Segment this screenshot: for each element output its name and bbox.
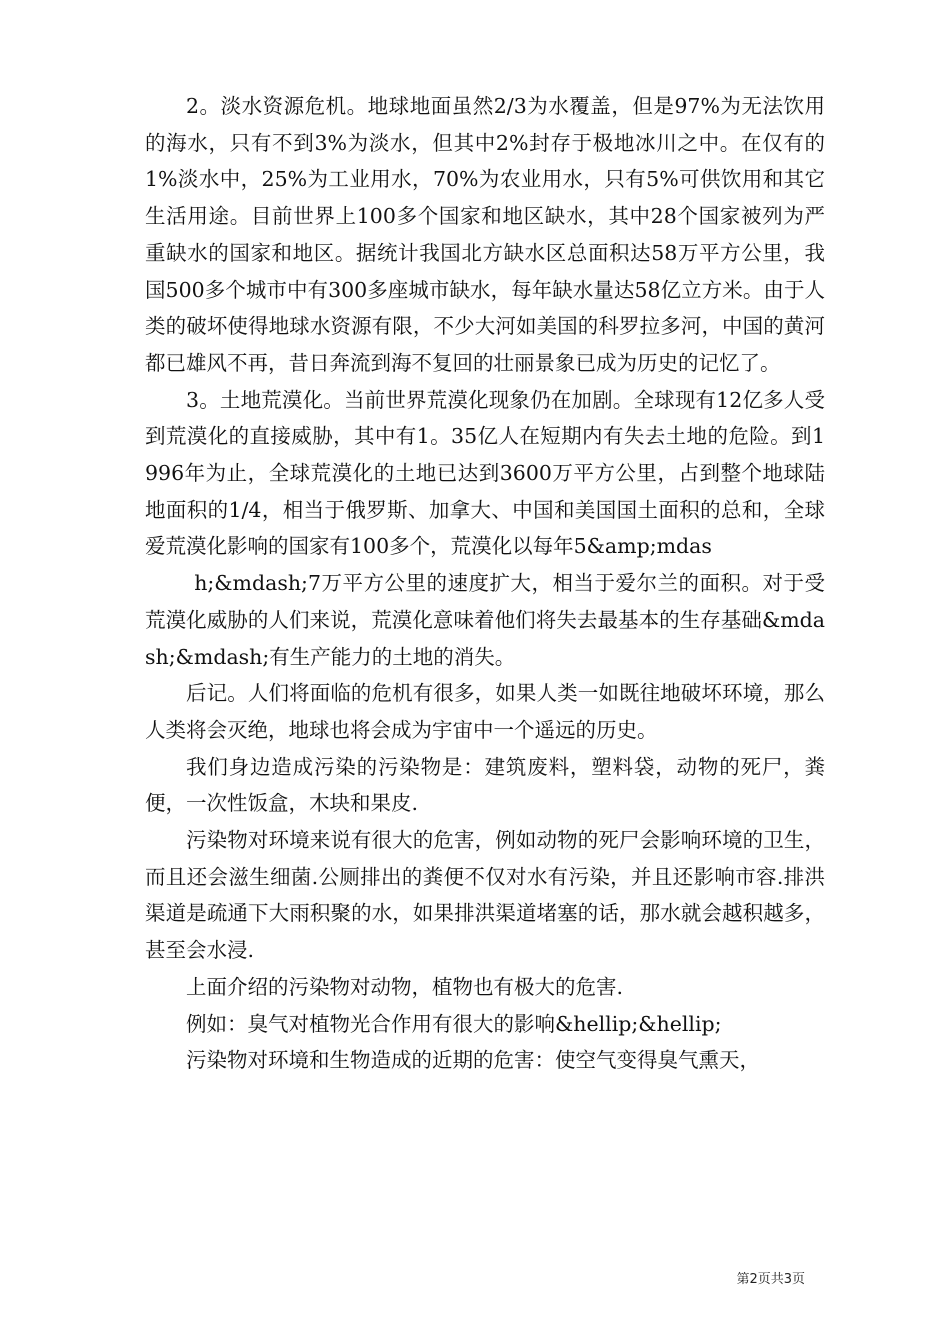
page-number-footer: 第2页共3页 — [736, 1272, 805, 1287]
paragraph-harm-to-life: 上面介绍的污染物对动物，植物也有极大的危害. — [186, 974, 624, 999]
paragraph-example: 例如：臭气对植物光合作用有很大的影响&hellip;&hellip; — [186, 1011, 722, 1036]
paragraph-pollutant-harm: 污染物对环境来说有很大的危害，例如动物的死尸会影响环境的卫生，而且还会滋生细菌.公厕排出的粪便不仅对水有污染，并且还影响市容.排洪渠道是疏通下大雨积聚的水，如果排洪渠道堵塞的话，那水就会越积越多，甚至会水浸. — [145, 828, 825, 963]
paragraph-postscript: 后记。人们将面临的危机有很多，如果人类一如既往地破坏环境，那么人类将会灭绝，地球也将会成为宇宙中一个遥远的历史。 — [145, 681, 825, 742]
paragraph-desertification: 3。土地荒漠化。当前世界荒漠化现象仍在加剧。全球现有12亿多人受到荒漠化的直接威胁，其中有1。35亿人在短期内有失去土地的危险。到1996年为止，全球荒漠化的土地已达到3600万平方公里，占到整个地球陆地面积的1/4，相当于俄罗斯、加拿大、中国和美国国土面积的总和，全球爱荒漠化影响的国家有100多个，荒漠化以每年5&amp;mdas — [145, 387, 825, 559]
paragraph-desertification-continued: h;&mdash;7万平方公里的速度扩大，相当于爱尔兰的面积。对于受荒漠化威胁的人们来说，荒漠化意味着他们将失去最基本的生存基础&mdash;&mdash;有生产能力的土地的消失。 — [145, 571, 825, 669]
document-body — [145, 88, 825, 1079]
paragraph-near-term-harm: 污染物对环境和生物造成的近期的危害：使空气变得臭气熏天， — [186, 1048, 760, 1073]
paragraph-pollutants: 我们身边造成污染的污染物是：建筑废料，塑料袋，动物的死尸，粪便，一次性饭盒，木块和果皮. — [145, 754, 825, 816]
paragraph-water-crisis: 2。淡水资源危机。地球地面虽然2/3为水覆盖，但是97%为无法饮用的海水，只有不到3%为淡水，但其中2%封存于极地冰川之中。在仅有的1%淡水中，25%为工业用水，70%为农业用水，只有5%可供饮用和其它生活用途。目前世界上100多个国家和地区缺水，其中28个国家被列为严重缺水的国家和地区。据统计我国北方缺水区总面积达58万平方公里，我国500多个城市中有300多座城市缺水，每年缺水量达58亿立方米。由于人类的破坏使得地球水资源有限，不少大河如美国的科罗拉多河，中国的黄河都已雄风不再，昔日奔流到海不复回的壮丽景象已成为历史的记忆了。 — [145, 94, 825, 375]
